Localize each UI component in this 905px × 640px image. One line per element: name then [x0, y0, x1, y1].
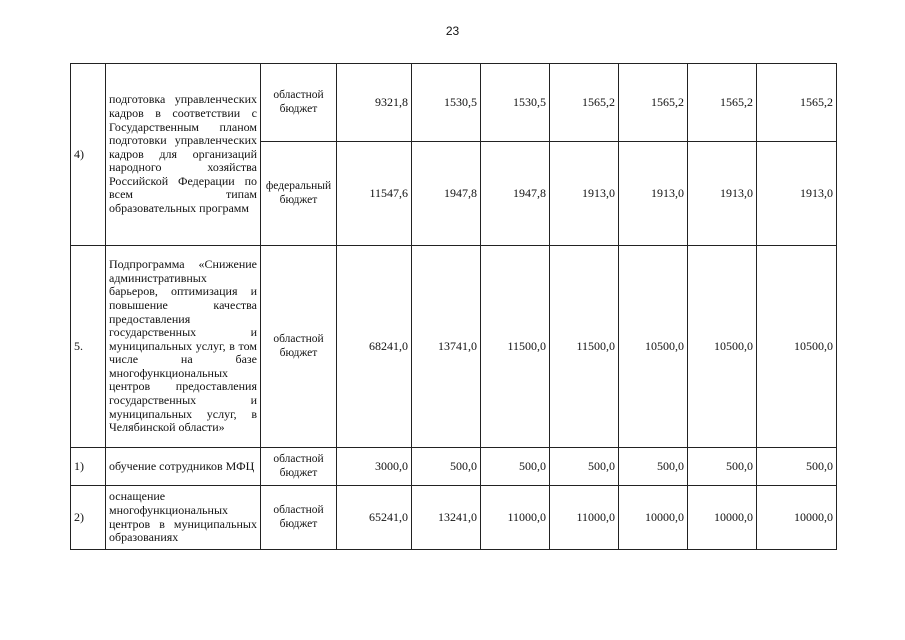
- amount-year: 500,0: [619, 448, 688, 486]
- amount-year: 10000,0: [757, 486, 837, 550]
- amount-year: 10000,0: [619, 486, 688, 550]
- funding-source: областной бюджет: [261, 246, 337, 448]
- amount-year: 1565,2: [550, 64, 619, 142]
- amount-year: 11000,0: [481, 486, 550, 550]
- amount-year: 11500,0: [550, 246, 619, 448]
- amount-year: 11000,0: [550, 486, 619, 550]
- amount-total: 68241,0: [337, 246, 412, 448]
- amount-total: 9321,8: [337, 64, 412, 142]
- row-description: подготовка управленческих кадров в соответствии с Государственным планом подготовки управленческих кадров для организаций народного хозяйства Российской Федерации по всем типам образовательных программ: [106, 64, 261, 246]
- amount-year: 500,0: [550, 448, 619, 486]
- amount-year: 11500,0: [481, 246, 550, 448]
- amount-year: 1913,0: [688, 142, 757, 246]
- row-description: оснащение многофункциональных центров в муниципальных образованиях: [106, 486, 261, 550]
- amount-year: 1565,2: [688, 64, 757, 142]
- amount-year: 1913,0: [757, 142, 837, 246]
- amount-year: 500,0: [412, 448, 481, 486]
- funding-source: областной бюджет: [261, 448, 337, 486]
- amount-year: 10500,0: [619, 246, 688, 448]
- funding-source: областной бюджет: [261, 64, 337, 142]
- amount-year: 500,0: [481, 448, 550, 486]
- row-number: 1): [71, 448, 106, 486]
- table-row: [71, 486, 837, 550]
- amount-year: 1530,5: [412, 64, 481, 142]
- amount-year: 10500,0: [688, 246, 757, 448]
- amount-year: 500,0: [688, 448, 757, 486]
- page-number: 23: [445, 24, 460, 38]
- amount-year: 1565,2: [757, 64, 837, 142]
- row-description: Подпрограмма «Снижение административных барьеров, оптимизация и повышение качества предоставления государственных и муниципальных услуг, в том числе на базе многофункциональных центров предоставления государственных и муниципальных услуг, в Челябинской области»: [106, 246, 261, 448]
- amount-year: 1913,0: [550, 142, 619, 246]
- row-number: 4): [71, 64, 106, 246]
- amount-year: 13741,0: [412, 246, 481, 448]
- amount-year: 10500,0: [757, 246, 837, 448]
- table-row: [71, 246, 837, 448]
- amount-year: 1530,5: [481, 64, 550, 142]
- amount-total: 3000,0: [337, 448, 412, 486]
- row-number: 2): [71, 486, 106, 550]
- amount-year: 1913,0: [619, 142, 688, 246]
- table-row: [71, 448, 837, 486]
- amount-total: 65241,0: [337, 486, 412, 550]
- funding-source: областной бюджет: [261, 486, 337, 550]
- amount-year: 500,0: [757, 448, 837, 486]
- amount-year: 1947,8: [481, 142, 550, 246]
- budget-table: [70, 63, 837, 550]
- funding-source: федеральный бюджет: [261, 142, 337, 246]
- amount-year: 10000,0: [688, 486, 757, 550]
- amount-year: 13241,0: [412, 486, 481, 550]
- row-number: 5.: [71, 246, 106, 448]
- amount-year: 1565,2: [619, 64, 688, 142]
- table-row: [71, 64, 837, 142]
- row-description: обучение сотрудников МФЦ: [106, 448, 261, 486]
- amount-year: 1947,8: [412, 142, 481, 246]
- amount-total: 11547,6: [337, 142, 412, 246]
